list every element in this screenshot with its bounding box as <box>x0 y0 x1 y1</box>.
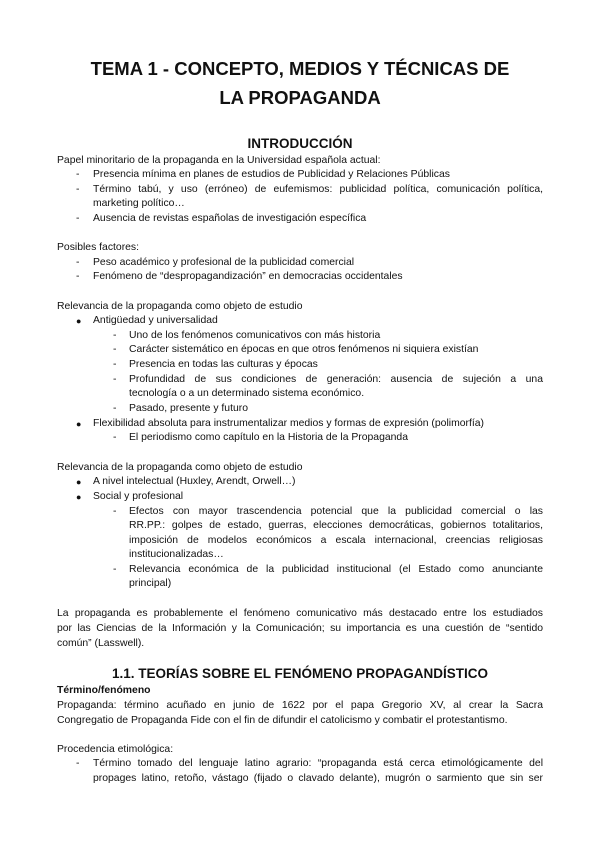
bullet-item: Social y profesional <box>93 491 184 502</box>
section-subheading: Término/fenómeno <box>57 685 151 696</box>
list-item-continuation: RR.PP.: golpes de estado, guerras, elecciones democráticas, gobiernos totalitarios, <box>129 520 543 531</box>
section-paragraph-line: Propaganda: término acuñado en junio de 1622 por el papa Gregorio XV, al crear la Sacra <box>57 700 543 711</box>
dash-marker: - <box>76 169 80 180</box>
etymology-label: Procedencia etimológica: <box>57 744 174 755</box>
intro-heading: INTRODUCCIÓN <box>247 136 353 151</box>
list-item: Término tabú, y uso (erróneo) de eufemismos: publicidad política, comunicación política, <box>93 184 543 195</box>
intro-paragraph-3: Relevancia de la propaganda como objeto de estudio <box>57 301 303 312</box>
intro-paragraph-2: Posibles factores: <box>57 242 140 253</box>
list-item-continuation: marketing político… <box>93 198 185 209</box>
bullet-item: A nivel intelectual (Huxley, Arendt, Orwell…) <box>93 476 296 487</box>
dash-marker: - <box>76 213 80 224</box>
list-item: Peso académico y profesional de la publicidad comercial <box>93 257 355 268</box>
document-title <box>40 54 560 112</box>
list-item: Presencia mínima en planes de estudios de Publicidad y Relaciones Públicas <box>93 169 450 180</box>
intro-paragraph-1: Papel minoritario de la propaganda en la Universidad española actual: <box>57 155 381 166</box>
bullet-marker: ● <box>76 477 82 487</box>
list-item: Ausencia de revistas españolas de investigación específica <box>93 213 367 224</box>
list-item-continuation: propages latino, retoño, vástago (fijado o clavado delante), mugrón o sarmiento que sin ser <box>93 773 543 784</box>
list-item: Pasado, presente y futuro <box>129 403 248 414</box>
list-item: Fenómeno de “despropagandización” en democracias occidentales <box>93 271 403 282</box>
title-line-1: TEMA 1 - CONCEPTO, MEDIOS Y TÉCNICAS DE <box>90 58 510 79</box>
bullet-marker: ● <box>76 492 82 502</box>
dash-marker: - <box>76 271 80 282</box>
list-item: Carácter sistemático en épocas en que otros fenómenos ni siquiera existían <box>129 344 479 355</box>
dash-marker: - <box>113 330 117 341</box>
intro-paragraph-4: Relevancia de la propaganda como objeto de estudio <box>57 462 303 473</box>
dash-marker: - <box>76 257 80 268</box>
list-item-continuation: imposición de modelos económicos a escala internacional, creencias religiosas <box>129 535 543 546</box>
closing-paragraph-line: común” (Lasswell). <box>57 638 145 649</box>
list-item-continuation: principal) <box>129 578 172 589</box>
dash-marker: - <box>113 564 117 575</box>
bullet-marker: ● <box>76 419 82 429</box>
dash-marker: - <box>76 758 80 769</box>
closing-paragraph-line: La propaganda es probablemente el fenómeno comunicativo más destacado entre los estudiados <box>57 608 543 619</box>
list-item-continuation: institucionalizadas… <box>129 549 224 560</box>
dash-marker: - <box>113 432 117 443</box>
list-item: Término tomado del lenguaje latino agrario: “propaganda está cerca etimológicamente del <box>93 758 543 769</box>
list-item: Efectos con mayor trascendencia potencial que la publicidad comercial o las <box>129 506 543 517</box>
section-heading: 1.1. TEORÍAS SOBRE EL FENÓMENO PROPAGANDÍSTICO <box>111 666 489 681</box>
dash-marker: - <box>76 184 80 195</box>
title-line-2: LA PROPAGANDA <box>219 87 381 108</box>
list-item: Uno de los fenómenos comunicativos con más historia <box>129 330 381 341</box>
section-paragraph-line: Congregatio de Propaganda Fide con el fin de difundir el catolicismo y combatir el protestantismo. <box>57 715 508 726</box>
list-item: Relevancia económica de la publicidad institucional (el Estado como anunciante <box>129 564 543 575</box>
dash-marker: - <box>113 506 117 517</box>
closing-paragraph-line: por las Ciencias de la Información y la Comunicación; su importancia es una cuestión de “sentido <box>57 623 543 634</box>
dash-marker: - <box>113 359 117 370</box>
dash-marker: - <box>113 374 117 385</box>
list-item: Profundidad de sus condiciones de generación: ausencia de sujeción a una <box>129 374 543 385</box>
list-item: Presencia en todas las culturas y épocas <box>129 359 318 370</box>
bullet-marker: ● <box>76 316 82 326</box>
dash-marker: - <box>113 403 117 414</box>
list-item: El periodismo como capítulo en la Historia de la Propaganda <box>129 432 408 443</box>
bullet-item: Antigüedad y universalidad <box>93 315 218 326</box>
dash-marker: - <box>113 344 117 355</box>
bullet-item: Flexibilidad absoluta para instrumentalizar medios y formas de expresión (polimorfía) <box>93 418 484 429</box>
list-item-continuation: tecnología o a un determinado sistema económico. <box>129 388 365 399</box>
